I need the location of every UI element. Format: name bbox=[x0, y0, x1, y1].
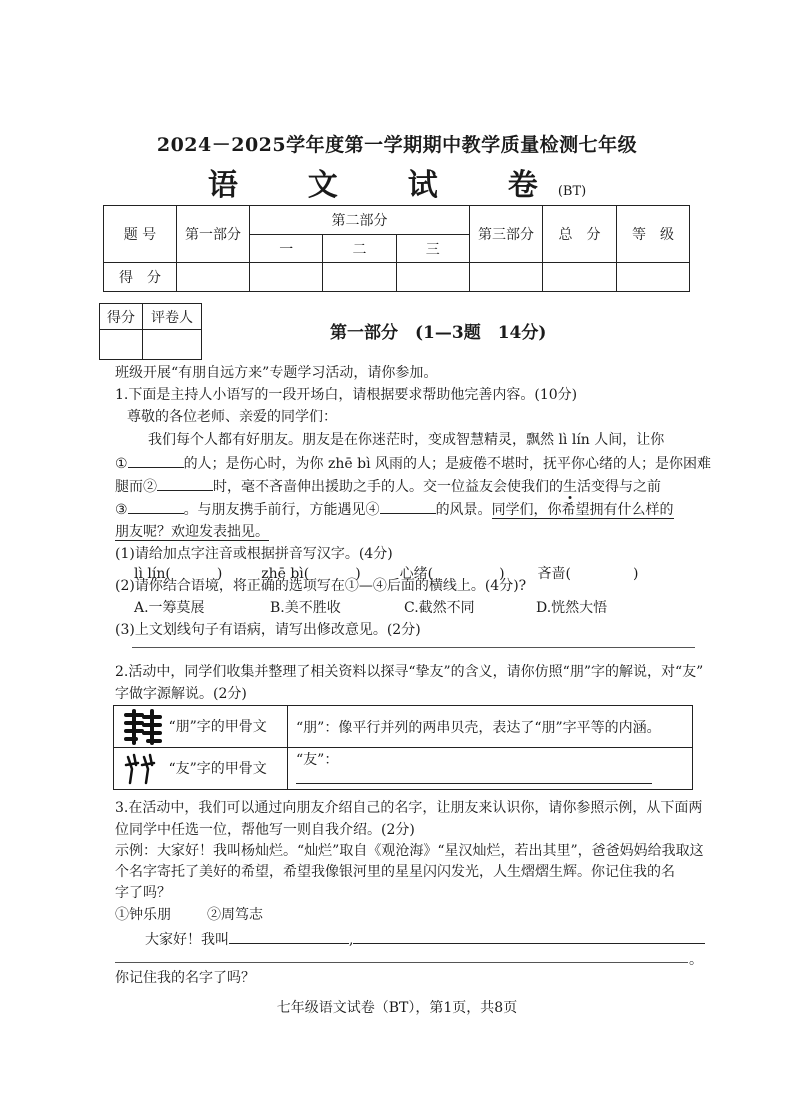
score-row-label: 得 分 bbox=[104, 263, 177, 292]
score-cell[interactable] bbox=[323, 263, 396, 292]
score-cell[interactable] bbox=[469, 263, 542, 292]
q1-blank-2[interactable] bbox=[157, 476, 213, 491]
q1-para-line3-text: 时，毫不吝啬伸出援助之手的人。交一位益友会使我们的 bbox=[213, 479, 563, 495]
q1-marker-1: ① bbox=[115, 456, 128, 472]
q1-item-zhebi: zhē bì( bbox=[261, 566, 310, 582]
q2-row1-label: “朋”字的甲骨文 bbox=[168, 718, 267, 735]
q3-name-blank[interactable] bbox=[229, 929, 349, 944]
q1-sub1: (1)请给加点字注音或根据拼音写汉字。(4分) bbox=[115, 546, 393, 562]
grader-reviewer-cell[interactable] bbox=[143, 330, 202, 360]
q1-greeting: 尊敬的各位老师、亲爱的同学们： bbox=[127, 409, 337, 425]
q1-blank-3[interactable] bbox=[128, 499, 184, 514]
you-oracle-glyph-icon bbox=[122, 751, 164, 787]
q1-item-close: ) bbox=[499, 566, 505, 582]
q1-blank-4[interactable] bbox=[380, 499, 436, 514]
score-cell[interactable] bbox=[250, 263, 323, 292]
q1-marker-2: 腿而② bbox=[115, 479, 157, 495]
q1-item-linse: 吝啬( bbox=[537, 566, 571, 582]
q3-stem-line2: 位同学中任选一位，帮他写一则自我介绍。(2分) bbox=[115, 822, 415, 838]
exam-subject bbox=[0, 160, 794, 204]
q2-row2-label-cell bbox=[114, 748, 288, 790]
page-footer: 七年级语文试卷（BT），第1页，共8页 bbox=[276, 1000, 518, 1016]
q2-row2-cell bbox=[288, 748, 693, 790]
q1-sub2: (2)请你结合语境，将正确的选项写在①—④后面的横线上。(4分)? bbox=[115, 578, 527, 594]
grader-score-cell[interactable] bbox=[100, 330, 143, 360]
q1-sub3: (3)上文划线句子有语病，请写出修改意见。(2分) bbox=[115, 622, 421, 638]
q1-para-line2-text: 的人；是伤心时，为你 zhē bì 风雨的人；是疲倦不堪时，抚平你心绪的人；是你困难 bbox=[183, 456, 712, 472]
q2-row2-label: “友”字的甲骨文 bbox=[168, 760, 267, 777]
q1-option-d: D.恍然大悟 bbox=[536, 600, 608, 616]
q3-choice-2: ②周笃志 bbox=[207, 907, 263, 923]
q1-item-close: ) bbox=[355, 566, 361, 582]
q1-para-line2 bbox=[115, 453, 711, 474]
q2-row1-label-cell bbox=[114, 706, 288, 748]
peng-oracle-glyph-icon bbox=[122, 709, 164, 745]
q1-marker-3: ③ bbox=[115, 502, 128, 518]
grader-score-label: 得分 bbox=[100, 304, 143, 330]
q3-choice-1: ①钟乐朋 bbox=[115, 907, 171, 923]
q3-example-line2: 个名字寄托了美好的希望，希望我像银河里的星星闪闪发光，人生熠熠生辉。你记住我的名 bbox=[115, 864, 675, 880]
q1-stem: 1.下面是主持人小语写的一段开场白，请根据要求帮助他完善内容。(10分) bbox=[115, 387, 578, 403]
score-cell[interactable] bbox=[396, 263, 469, 292]
score-header-total: 总 分 bbox=[543, 206, 617, 263]
q3-answer-prefix: 大家好！我叫 bbox=[145, 932, 229, 948]
q2-answer-line[interactable] bbox=[296, 769, 652, 784]
q3-answer-line1[interactable] bbox=[353, 929, 705, 944]
part1-intro: 班级开展“有朋自远方来”专题学习活动，请你参加。 bbox=[115, 365, 438, 381]
q3-example-line3: 字了吗？ bbox=[115, 885, 171, 901]
score-cell[interactable] bbox=[176, 263, 249, 292]
q2-stem-line1: 2.活动中，同学们收集并整理了相关资料以探寻“挚友”的含义，请你仿照“朋”字的解说，对“友” bbox=[115, 664, 704, 680]
part1-heading: 第一部分 (1—3题 14分) bbox=[330, 323, 547, 343]
q3-choices bbox=[115, 905, 263, 925]
exam-title: 2024－2025学年度第一学期期中教学质量检测七年级 bbox=[156, 134, 638, 156]
q2-stem-line2: 字做字源解说。(2分) bbox=[115, 686, 247, 702]
subject-name: 语 文 试 卷 bbox=[207, 168, 558, 203]
q1-item-close: ) bbox=[632, 566, 639, 582]
q2-row2-text: “友”： bbox=[296, 752, 339, 768]
score-cell[interactable] bbox=[543, 263, 617, 292]
q2-row1-text: “朋”：像平行并列的两串贝壳，表达了“朋”字平等的内涵。 bbox=[288, 706, 693, 748]
q1-option-b: B.美不胜收 bbox=[270, 600, 341, 616]
score-header-item: 题 号 bbox=[104, 206, 177, 263]
score-header-part2-sub3: 三 bbox=[396, 235, 469, 263]
q1-item-lilin: lì lín( bbox=[134, 566, 171, 582]
q1-para-line1: 我们每个人都有好朋友。朋友是在你迷茫时，变成智慧精灵，飘然 lì lín 人间，让你 bbox=[148, 432, 665, 448]
q1-underlined-sentence-b: 朋友呢？欢迎发表拙见。 bbox=[115, 524, 269, 540]
q3-answer-start: 大家好！我叫 , bbox=[145, 929, 705, 950]
q1-para-line3-end: 活变得与之前 bbox=[577, 479, 661, 495]
q3-end-mark: 。 bbox=[689, 952, 703, 968]
q1-item-close: ) bbox=[216, 566, 223, 582]
q1-para-line3 bbox=[115, 476, 661, 497]
subject-tag: (BT) bbox=[557, 184, 587, 199]
q2-oracle-table bbox=[113, 705, 693, 790]
q1-para-line4-text2: 的风景。 bbox=[435, 502, 492, 518]
score-header-part2: 第二部分 bbox=[250, 206, 470, 235]
q3-example-line1: 示例：大家好！我叫杨灿烂。“灿烂”取自《观沧海》“星汉灿烂，若出其里”，爸爸妈妈给我取这 bbox=[115, 843, 704, 859]
q1-answer-line[interactable] bbox=[132, 647, 695, 648]
grader-box bbox=[99, 303, 202, 360]
q1-para-line4 bbox=[115, 499, 674, 520]
q1-option-a: A.一筹莫展 bbox=[134, 600, 205, 616]
score-header-part1: 第一部分 bbox=[176, 206, 249, 263]
q1-para-line5 bbox=[115, 522, 269, 542]
score-header-part2-sub2: 二 bbox=[323, 235, 396, 263]
q1-option-c: C.截然不同 bbox=[404, 600, 475, 616]
q3-stem-line1: 3.在活动中，我们可以通过向朋友介绍自己的名字，让朋友来认识你，请你参照示例，从下面两 bbox=[115, 800, 703, 816]
q1-para-line4-text: 。与朋友携手前行，方能遇见④ bbox=[183, 502, 380, 518]
score-header-part3: 第三部分 bbox=[469, 206, 542, 263]
score-table bbox=[103, 205, 690, 292]
q3-answer-line2[interactable] bbox=[115, 962, 688, 963]
score-header-part2-sub1: 一 bbox=[250, 235, 323, 263]
q1-blank-1[interactable] bbox=[128, 453, 184, 468]
grader-reviewer-label: 评卷人 bbox=[143, 304, 202, 330]
score-header-grade: 等 级 bbox=[617, 206, 690, 263]
q1-underlined-sentence-a: 同学们，你希望拥有什么样的 bbox=[491, 502, 674, 518]
q3-closing: 你记住我的名字了吗？ bbox=[115, 970, 255, 986]
score-cell[interactable] bbox=[617, 263, 690, 292]
q1-dotted-char: 生 bbox=[563, 479, 577, 495]
q1-item-xinxu: 心绪( bbox=[399, 566, 434, 582]
